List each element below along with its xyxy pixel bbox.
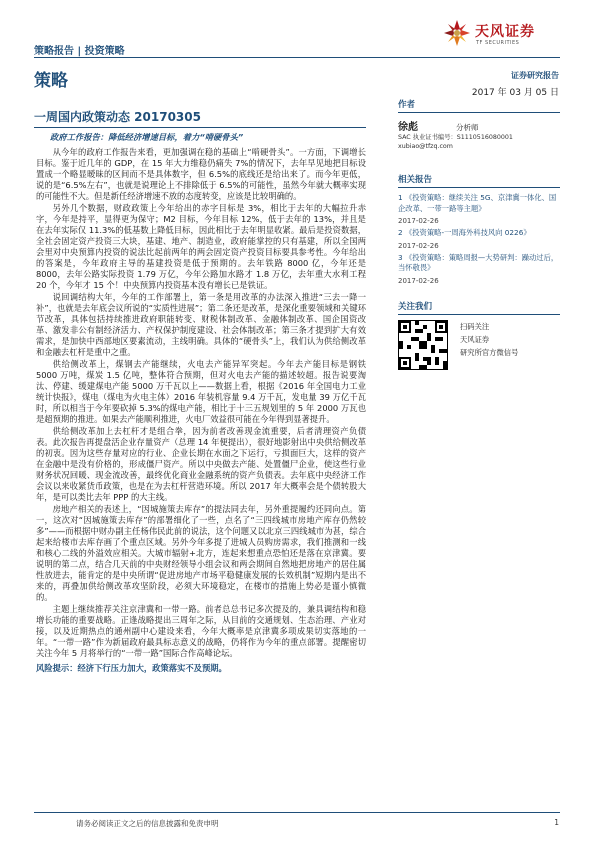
footer-divider <box>34 812 560 813</box>
related-report-link[interactable]: 3 《投资策略：策略周报—大势研判：躁动过后，当怀敬畏》 <box>398 252 559 272</box>
tf-logo-icon <box>442 18 472 48</box>
related-report-link[interactable]: 1 《投资策略：继续关注 5G、京津冀一体化、国企改革、一带一路等主题》 <box>398 193 557 213</box>
summary-heading: 政府工作报告：降低经济增速目标，着力“啃硬骨头” <box>50 132 244 142</box>
body-paragraph: 另外几个数据，财政政策上今年给出的赤字目标是 3%，相比于去年的大幅拉升赤字，今年是持平，显得更为保守；M2 目标，今年目标 12%，低于去年的 13%，并且是在去年实际仅 11.3%的低基数上降低目标，因此相比于去年明显收紧。最后是投资数据，全社会固定资产投资三大块，基建、地产、制造业，政府能掌控的只有基建，所以全国两会里对中央预算内投资的说法比起前两年的两会固定资产投资目标要具参考性。今年给出的答案是，今年政府主导的基建投资是低于预期的。去年铁路 8000 亿，今年还是 8000，去年公路实际投资 1.79 万亿，今年公路加水路才 1.8 万亿，去年重大水利工程 20 个，今年才 15 个！中央预算内投资基本没有增长已是铁证。 <box>36 203 366 290</box>
follow-line: 扫码关注 <box>460 321 490 331</box>
footer-disclaimer: 请务必阅读正文之后的信息披露和免责申明 <box>76 819 219 828</box>
qr-code-icon[interactable] <box>398 320 448 370</box>
page-title: 策略 <box>34 71 68 91</box>
body-paragraph: 说回调结构大年，今年的工作部署上，第一条是用改革的办法深入推进“三去一降一补”，也就是去年底会议所说的“实质性进展”；第二条还是改革，是深化重要领域和关键环节改革，具体包括持续推进政府职能转变、财税体制改革、金融体制改革、国企国资改革、激发非公有制经济活力、产权保护制度建设、社会体制改革；第三条才提到扩大有效需求，是加快中西部地区要素流动，主线明确。具体的“硬骨头”上，我们认为供给侧改革和金融去杠杆是重中之重。 <box>36 292 366 357</box>
brand-name: 天风证券 <box>475 24 535 40</box>
body-paragraph: 主题上继续推荐关注京津冀和一带一路。前者总总书记多次提及的，兼具调结构和稳增长功能的重要战略。正逢战略提出三周年之际，从目前的交通规划、生态治理、产业对接，以及近期热点的通州副中心建设来看，今年大概率是京津冀多项成果切实落地的一年。“一带一路”作为新届政府最具标志意义的战略，仍将作为今年的重点部署。提醒密切关注今年 5 月将举行的“一带一路”国际合作高峰论坛。 <box>36 604 366 658</box>
main-content <box>36 131 366 674</box>
author-heading: 作者 <box>398 98 560 113</box>
sidebar <box>398 98 560 370</box>
tf-securities-logo <box>442 18 572 52</box>
related-report-link[interactable]: 2 《投资策略-一周海外科技风向 0226》 <box>398 228 531 237</box>
related-report-date: 2017-02-26 <box>398 241 439 250</box>
page-number: 1 <box>554 818 559 827</box>
risk-warning: 风险提示：经济下行压力加大，政策落实不及预期。 <box>36 663 227 673</box>
follow-us-text <box>460 320 518 370</box>
breadcrumb: 策略报告 | 投资策略 <box>34 46 125 57</box>
analyst-license: SAC 执业证书编号：S1110516080001 <box>398 134 513 141</box>
report-date: 2017 年 03 月 05 日 <box>471 88 559 98</box>
body-paragraph: 房地产相关的表述上，“因城施策去库存”的提法同去年，另外重提履约还同向点。第一，这次对“因城施策去库存”的部署细化了一些，点名了“三四线城市房地产库存仍然较多”——而根据中财办副主任杨伟民此前的说法，这个问题又以北京三四线城市为甚，综合起来给楼市去库存画了个重点区域。另外今年多提了进城人员购房需求，我们推测和一线和核心二线的外溢效应相关。大城市辐射+北方，连起来想重点恐怕还是落在京津冀。要说明的第二点，结合几天前的中央财经领导小组会议和两会期间自然地把房地产的居住属性放进去，能肯定的是中央所谓“促进房地产市场平稳健康发展的长效机制”短期内是出不来的，再叠加供给侧改革攻坚阶段，必须大环境稳定，在楼市的措施上势必是谨小慎微的。 <box>36 504 366 602</box>
related-report-date: 2017-02-26 <box>398 217 439 225</box>
follow-us-block <box>398 320 560 370</box>
brand-subname: TF SECURITIES <box>476 40 520 46</box>
header-divider <box>34 57 560 58</box>
body-paragraph: 从今年的政府工作报告来看，更加强调在稳的基础上“啃硬骨头”。一方面，下调增长目标。鉴于近几年的 GDP，在 15 年大力维稳仍痛失 7%的情况下，去年早见地把目标设置成一个略显暧昧的区间而不是具体数字，但 6.5%的底线还是给出来了。而今年更低，说的是“6.5%左右”，也就是说理论上不排除低于 6.5%的可能性，虽然今年就大概率实现的可能性不大。但是新任经济增速不放的态度转变，应该是比较明确的。 <box>36 147 366 201</box>
analyst-email[interactable]: xubiao@tfzq.com <box>398 143 453 150</box>
body-paragraph: 供给侧改革加上去杠杆才是组合拳，因为前者改善现金流重要，后者清理资产负债表。此次报告再提盘活企业存量资产（总理 14 年便提出），很好地影射出中央供给侧改革的初衷。因为这些存量对应的行业、企业长期在水面之下运行，亏损面巨大，这样的资产在金融中是没有价格的，形成僵尸资产。所以中央做去产能、处置僵尸企业，使这些行业财务状况回暖、现金流改善，最终优化商业金融系统的资产负债表。去年底中央经济工作会议以来收紧货币政策，也是在为去杠杆营造环境。所以 2017 年大概率会是个债转股大年，是可以类比去年 PPP 的大主线。 <box>36 426 366 502</box>
report-subtitle: 一周国内政策动态 20170305 <box>34 110 201 124</box>
body-paragraph: 供给侧改革上，煤钢去产能继续，火电去产能异军突起。今年去产能目标是钢铁 5000 万吨，煤炭 1.5 亿吨，整体符合预期，但对火电去产能的描述较超。报告说要淘汰、停建、缓建煤电产能 5000 万千瓦以上——数据上看，根据《2016 年全国电力工业统计快报》，煤电（煤电为火电主体）2016 年装机容量 9.4 万千瓦，发电量 39 万亿千瓦时，所以相当于今年要砍掉 5.3%的煤电产能，相比于十三五规划里的 5 年 2000 万瓦也是超预期的推进。如果去产能顺利推进，火电厂效益很可能在今年得到显著提升。 <box>36 359 366 424</box>
report-type-label: 证券研究报告 <box>511 71 559 80</box>
subtitle-divider <box>34 127 366 128</box>
analyst-role: 分析师 <box>456 123 479 132</box>
follow-line: 天风证券 <box>460 334 490 344</box>
analyst-name: 徐彪 <box>398 122 418 133</box>
related-reports-heading: 相关报告 <box>398 173 560 188</box>
related-report-date: 2017-02-26 <box>398 276 439 285</box>
analyst-row <box>398 118 560 133</box>
follow-us-heading: 关注我们 <box>398 300 560 315</box>
follow-line: 研究所官方微信号 <box>460 347 519 357</box>
